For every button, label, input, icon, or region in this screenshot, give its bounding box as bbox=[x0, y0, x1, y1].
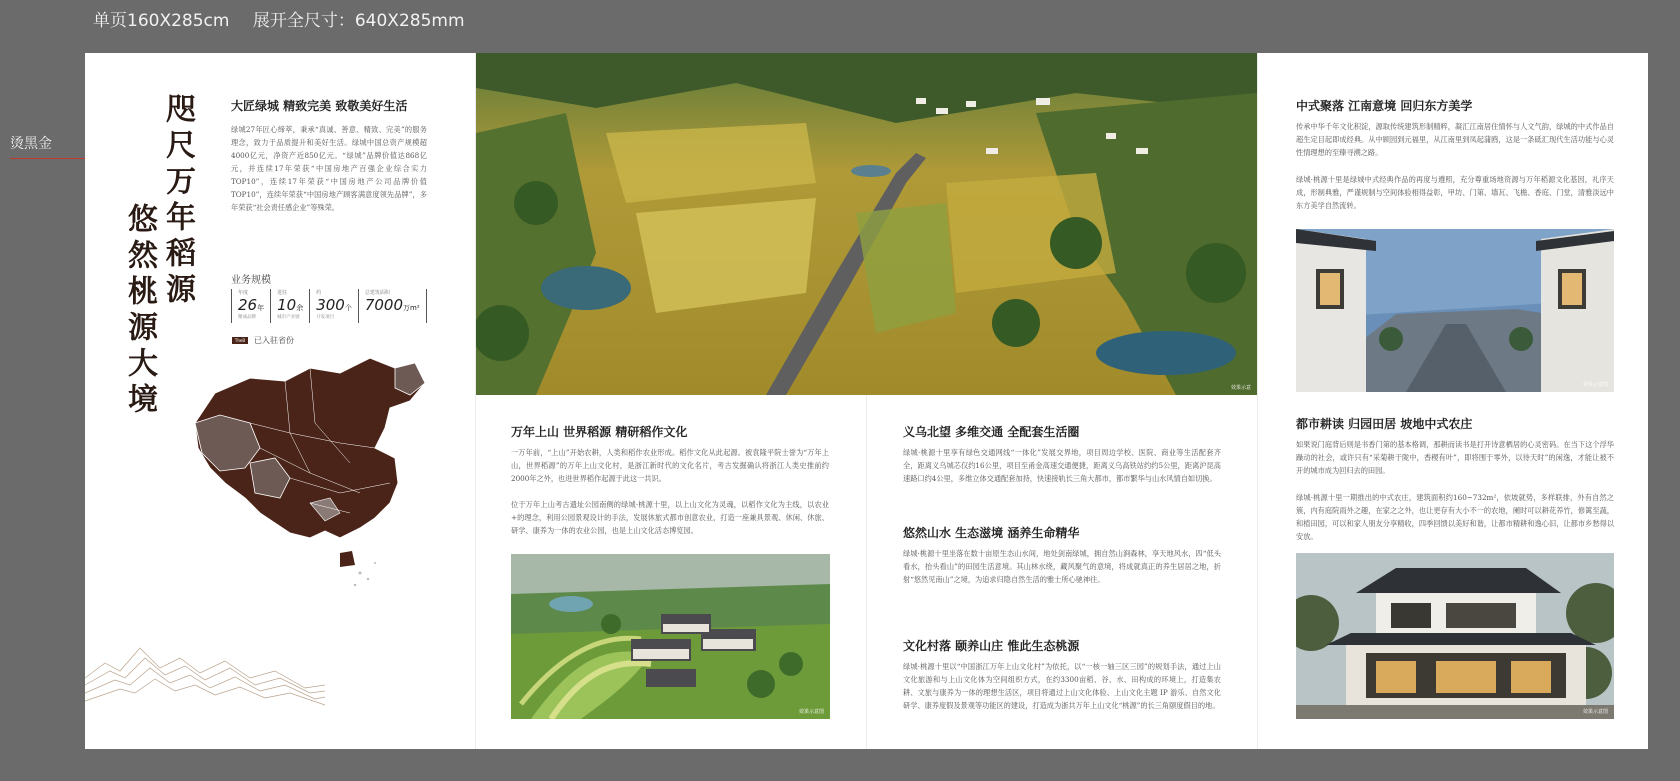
panel2-heading: 万年上山 世界稻源 精研稻作文化 bbox=[511, 425, 688, 439]
panel3-body3: 绿城·桃源十里以“中国浙江万年上山文化村”为依托，以“一核一轴三区三园”的规划手法，通过上山文化旅游和与上山文化体为空间组织方式，在约3300亩稻、谷、水、田构成的环境上，打造集农耕、文旅与康养为一体的理想生活区，项目将通过上山文化体验、上山文化主题 IP 游乐、自然文化研学、康养度假及景观等功能区的建设，打造成为浙共万年上山文化“桃源”的长三角颐度假目的地。 bbox=[903, 662, 1221, 710]
panel1-body: 绿城27年匠心缔萃，秉承“真诚、善意、精致、完美”的服务理念，致力于品质提升和美好生活。绿城中国总资产规模超4000亿元，净资产近850亿元。“绿城”品牌价值达868亿元，并连续17年荣获“中国房地产百强企业综合实力TOP10”，连续17年荣获“中国房地产公司品牌价值TOP10”，连续年荣获“中国房地产顾客满意度领先品牌”，多年荣获“社会责任感企业”等殊荣。 bbox=[231, 125, 427, 212]
stat-value: 26年 bbox=[238, 296, 265, 314]
panel2-paragraph2: 位于万年上山考古遗址公园南侧的绿城·桃源十里，以上山文化为灵魂，以稻作文化为主线，以农业+的理念，利用公园景观设计的手法，发展休旅式都市创意农业，打造一座兼具景观、休闲、休旅、研学、康养为一体的农业公园，也是上山文化活态博览园。 bbox=[511, 500, 829, 535]
farmhouse-villa-illustration bbox=[1296, 553, 1614, 719]
chinese-courtyard-photo bbox=[1296, 229, 1614, 392]
panel4-paragraph4: 绿城·桃源十里一期推出的中式农庄，建筑面积约160~732m²，依坡就势，多样联排，外有自然之簇，内有庭院雨外之趣，在家之之外，也让更存有大小不一的农地，阑时可以耕花养竹，修篱至蔬，和植田园，可以和家人朋友分享精收，四季回馈以美好和谐，让都市精耕和逸心旧，让都市乡愁得以安放。 bbox=[1296, 493, 1614, 541]
stat-value: 300个 bbox=[316, 296, 352, 314]
panel4-heading1: 中式聚落 江南意境 回归东方美学 bbox=[1296, 99, 1473, 113]
village-rendering-illustration bbox=[511, 554, 830, 719]
panel3-heading3: 文化村落 颐养山庄 惟此生态桃源 bbox=[903, 639, 1080, 653]
calligraphy-col2: 悠然桃源大境 bbox=[122, 203, 157, 419]
panel3-body2: 绿城·桃源十里坐落在数十亩原生态山水间，地处剑南绿城，拥自然山涧森林，享天地风水，四“低头看水，抬头看山”的田园生活意境。其山林水绕，藏风聚气的意境，将成就真正的养生居居之地，折射“悠然见南山”之境，为追求归隐自然生活的雅士所心驰神往。 bbox=[903, 549, 1221, 584]
legend-swatch: TheB bbox=[232, 337, 248, 344]
panel4-paragraph3: 如果说门庭背后则是书香门第的基本格调，那耕而读书是打开诗意栖居的心灵密码。在当下这个浮华躁动的社会，或许只有“采菊耕于陇中，香稷有叶”，即将围于零外，以待天时”的闲逸，才能让被不开的城市成为回归去的田园。 bbox=[1296, 440, 1614, 475]
chinese-courtyard-illustration bbox=[1296, 229, 1614, 392]
panel4-paragraph1: 传承中华千年文化积淀，源取传统建筑形制精粹，凝汇江南居住情怀与人文气韵，绿城的中式作品自超生定目起即成经典。从中顾园到元福里，从江南里到凤起蒲鸥，这是一条砥汇现代生活功能与心灵性情理想的至臻寻溯之路。 bbox=[1296, 122, 1614, 157]
brochure-sheet bbox=[85, 53, 1648, 749]
stats-row bbox=[231, 289, 427, 323]
spec-single-page: 单页160X285cm bbox=[93, 11, 230, 31]
stat-projects bbox=[309, 289, 358, 323]
farmhouse-villa-photo bbox=[1296, 553, 1614, 719]
map-legend bbox=[232, 335, 294, 346]
stat-cap: 总建筑面积 bbox=[364, 290, 390, 296]
stat-cities bbox=[270, 289, 309, 323]
stat-sub: 开发项目 bbox=[316, 315, 335, 320]
spec-full-size: 展开全尺寸：640X285mm bbox=[252, 11, 465, 31]
stat-value: 7000万m² bbox=[364, 296, 420, 314]
scale-title: 业务规模 bbox=[231, 275, 271, 286]
china-map bbox=[190, 353, 430, 593]
photo-caption: 效果示意图 bbox=[1582, 709, 1608, 715]
side-note-label: 烫黑金 bbox=[10, 136, 52, 152]
photo-caption: 效果示意 bbox=[1230, 385, 1251, 391]
stat-sub: 城市产业链 bbox=[277, 315, 300, 320]
photo-caption: 效果示意图 bbox=[798, 709, 824, 715]
panel3-body1: 绿城·桃源十里享有绿色交通网线“一体化”发展交界地，项目周边学校、医院、商业等生活配套齐全，距离义乌城芯仅约16公里，项目至甬金高速交通便捷，距离义乌高铁站约约5公里，距离沪昆高速路口约4公里，多维立体交通配套加持，快速接轨长三角大都市，都市繁华与山水风情自如切换。 bbox=[903, 448, 1221, 483]
legend-label: 已入驻省份 bbox=[254, 336, 294, 345]
panel3-heading2: 悠然山水 生态滋境 涵养生命精华 bbox=[903, 526, 1080, 540]
stat-cap: 约 bbox=[316, 290, 322, 296]
panel4-heading2: 都市耕读 归园田居 坡地中式农庄 bbox=[1296, 417, 1473, 431]
stat-cap: 年度 bbox=[238, 290, 249, 296]
panel3-heading1: 义乌北望 多维交通 全配套生活圈 bbox=[903, 425, 1080, 439]
stat-years bbox=[231, 289, 270, 323]
stat-value: 10余 bbox=[277, 296, 304, 314]
calligraphy-col1: 咫尺万年稻源 bbox=[160, 93, 195, 309]
village-rendering-photo bbox=[511, 554, 830, 719]
panel4-paragraph2: 绿城·桃源十里是绿城中式经典作品的再度与遵照，充分尊重场地资源与万年稻源文化基因，礼序天成，形制典雅，严谨规制与空间体验相得益彰，甲坊、门第、墙瓦、飞檐、香庭、门堂，清雅淡远中东方美学自然流转。 bbox=[1296, 175, 1614, 210]
fold-line bbox=[1257, 53, 1258, 749]
stat-cap: 进驻 bbox=[277, 290, 288, 296]
spec-note bbox=[93, 6, 483, 31]
photo-caption: 效果示意图 bbox=[1582, 382, 1608, 388]
mountain-lineart bbox=[85, 633, 325, 713]
aerial-ricefield-photo bbox=[476, 53, 1257, 395]
aerial-ricefield-illustration bbox=[476, 53, 1257, 395]
panel1-heading: 大匠绿城 精致完美 致敬美好生活 bbox=[231, 99, 408, 113]
stat-area bbox=[358, 289, 427, 323]
panel2-paragraph1: 一万年前，“上山”开始农耕，人类和稻作农业形成。稻作文化从此起源。被袁隆平院士誉为“万年上山，世界稻源”的万年上山文化村，是浙江新时代的文化名片，考古发掘确认将浙江人类史推前约2000年之外，也进世界稻作起源于此这一共识。 bbox=[511, 448, 829, 483]
stat-sub: 精诚品牌 bbox=[238, 315, 256, 320]
